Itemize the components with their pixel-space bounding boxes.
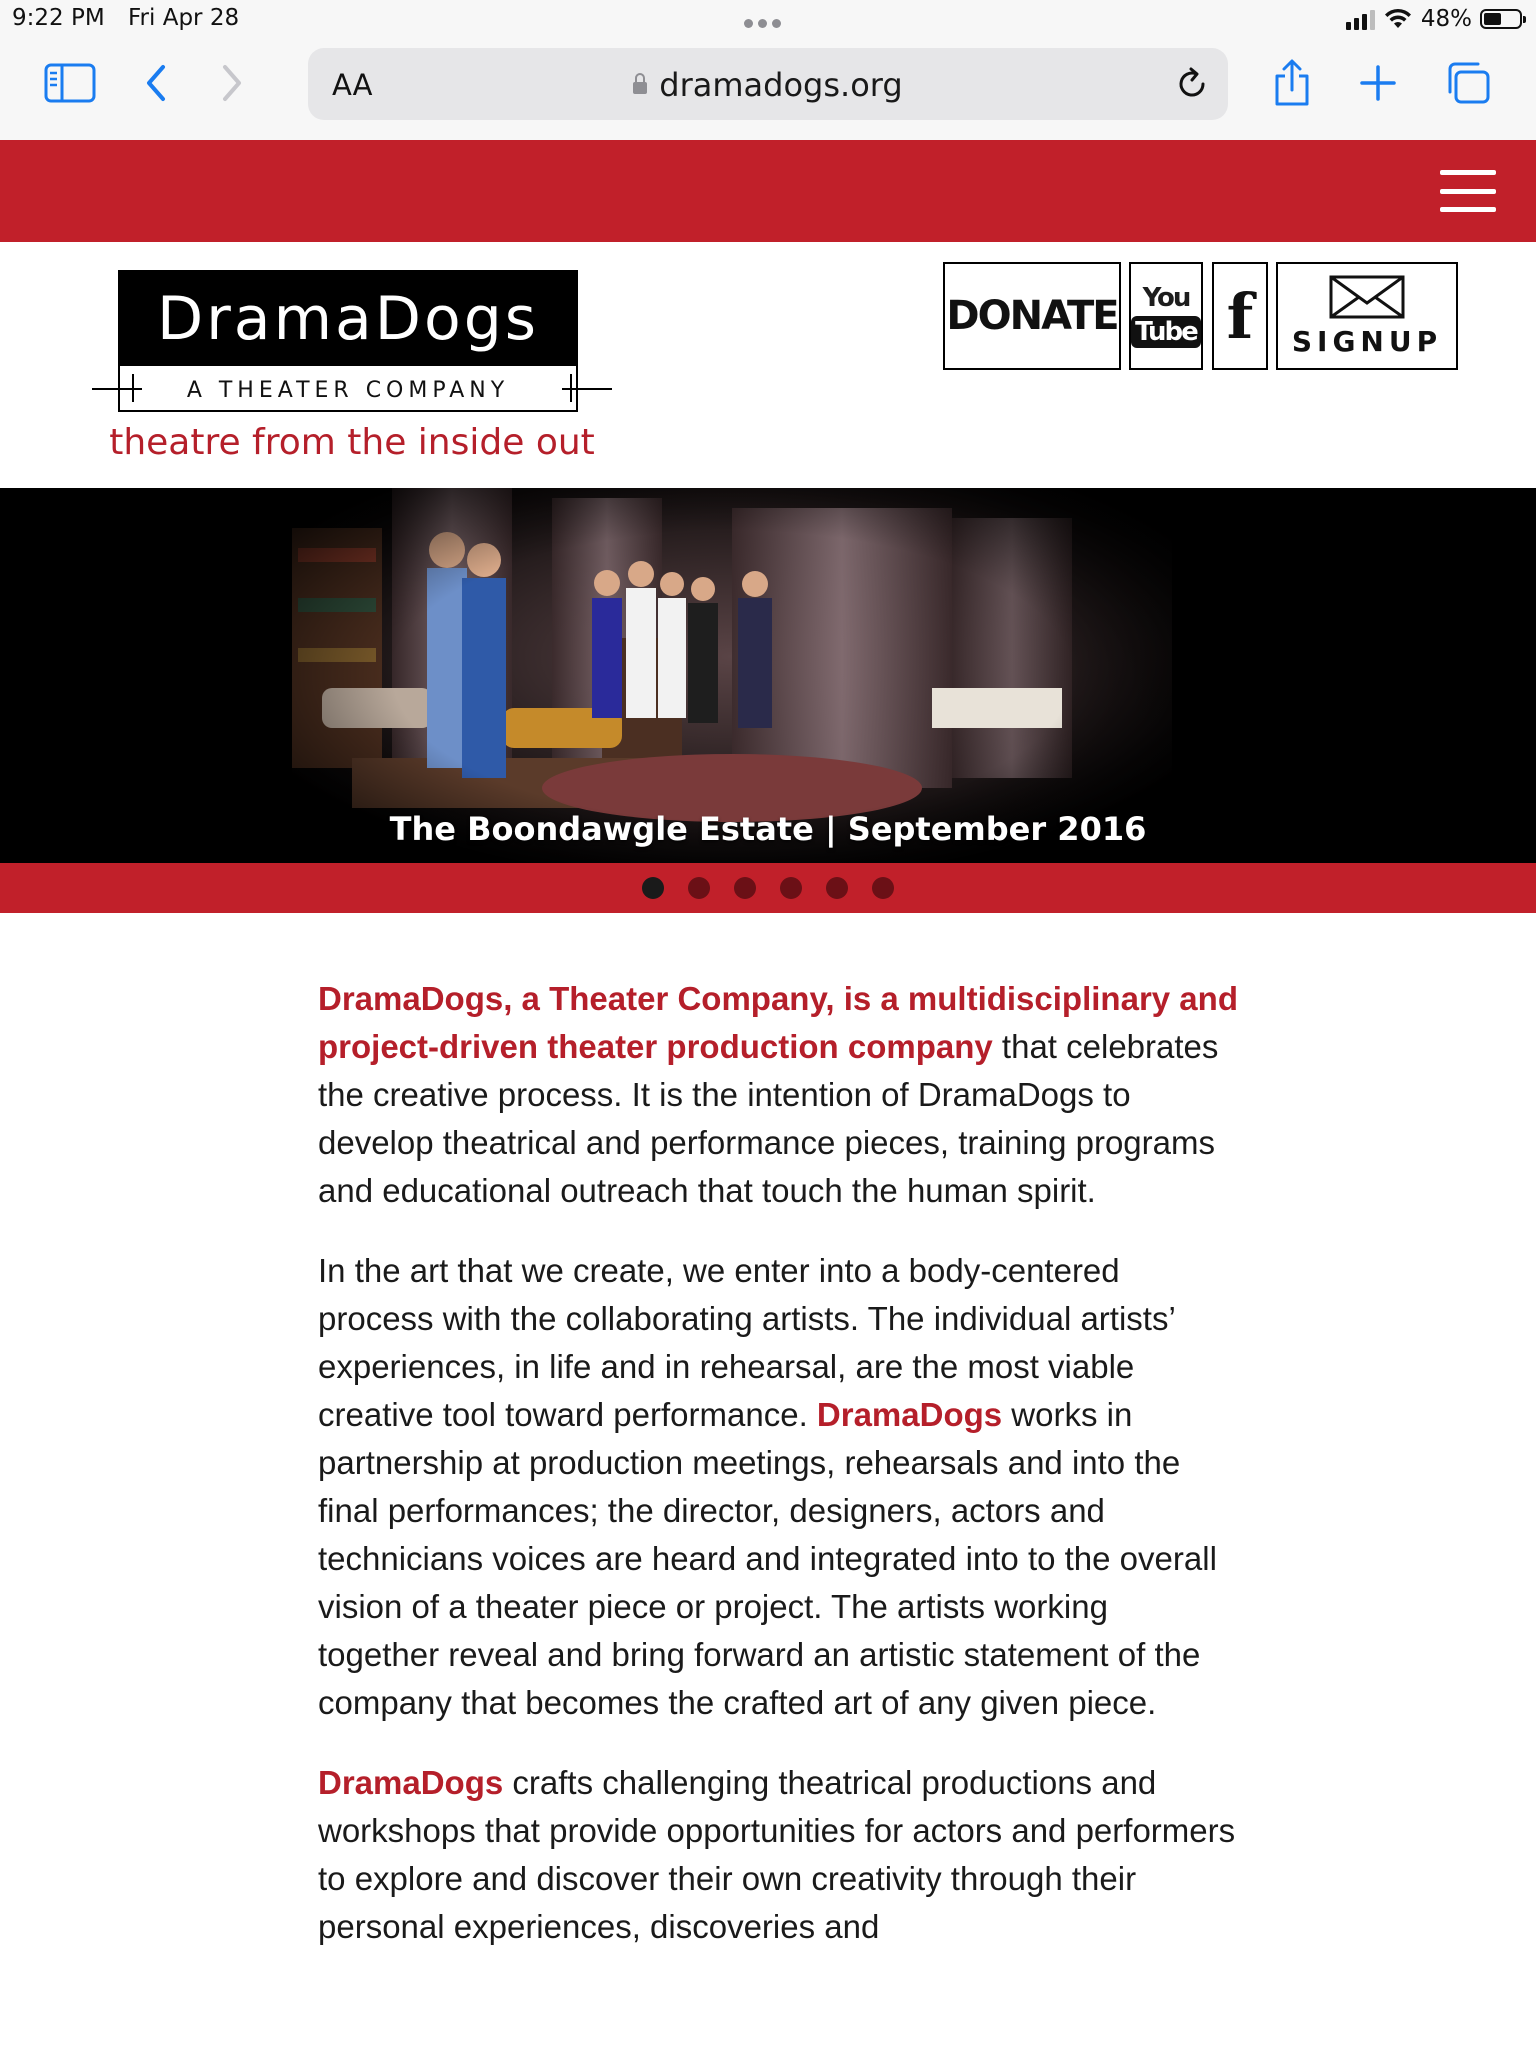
slider-dot-2[interactable] [688,877,710,899]
new-tab-icon[interactable] [1348,58,1408,108]
menu-icon[interactable] [1440,170,1496,212]
battery-icon [1480,9,1522,29]
intro-highlight-2: DramaDogs [816,1396,1003,1433]
youtube-icon [1131,284,1201,348]
battery-percentage: 48% [1420,6,1472,32]
url-text: dramadogs.org [659,66,903,104]
sidebar-toggle-icon[interactable] [40,58,100,108]
production-photo [292,488,1172,863]
facebook-icon: f [1226,279,1254,353]
tabs-overview-icon[interactable] [1438,58,1498,108]
slide-caption: The Boondawgle Estate | September 2016 [389,810,1147,848]
slider-dots [642,877,894,899]
intro-text-2a: In the art that we create, we enter into a body-centered process with the collaborating artists. The individual artists’ experiences, in life and in rehearsal, are the most viable creative tool toward performance. [318,1252,1175,1433]
intro-text-3: crafts challenging theatrical productions and workshops that provide opportunities for actors and performers to explore and discover their own creativity through their personal experiences, discoveries and [318,1764,1236,1945]
donate-button[interactable] [943,262,1121,370]
youtube-label-top: You [1142,283,1190,313]
slider-dot-6[interactable] [872,877,894,899]
intro-content [318,975,1238,1983]
slider-dot-5[interactable] [826,877,848,899]
youtube-label-bottom: Tube [1131,316,1201,348]
intro-text-1: that celebrates the creative process. It is the intention of DramaDogs to develop theatrical and performance pieces, training programs and educational outreach that touch the human spirit. [318,1028,1219,1209]
logo-subtitle: A THEATER COMPANY [186,378,510,403]
reload-icon[interactable] [1174,66,1210,106]
reader-options-button[interactable]: AA [332,68,373,102]
slider-dot-1[interactable] [642,877,664,899]
facebook-button[interactable] [1212,262,1268,370]
slider-pagination [0,863,1536,913]
signup-button[interactable] [1276,262,1458,370]
status-time: 9:22 PM [12,5,105,31]
intro-highlight-3: DramaDogs [318,1764,504,1801]
multitasking-dots-icon[interactable] [744,13,790,25]
hero-slider[interactable] [0,488,1536,863]
envelope-icon [1329,275,1405,319]
intro-paragraph-1 [318,975,1238,1215]
cellular-signal-icon [1346,8,1375,30]
donate-label: DONATE [946,293,1118,339]
url-display[interactable] [308,66,1228,104]
logo-title: DramaDogs [156,284,540,354]
status-bar [0,0,1536,40]
site-logo[interactable] [92,268,612,468]
back-button[interactable] [126,58,186,108]
site-nav-bar [0,140,1536,242]
logo-tagline: theatre from the inside out [109,422,595,463]
slider-dot-4[interactable] [780,877,802,899]
youtube-button[interactable] [1129,262,1203,370]
intro-highlight-1: DramaDogs, a Theater Company, is a multidisciplinary and project-driven theater production company [318,980,1238,1065]
lock-icon [633,82,647,94]
address-bar[interactable] [308,48,1228,120]
intro-paragraph-3 [318,1759,1238,1951]
status-date: Fri Apr 28 [128,5,240,31]
signup-label: SIGNUP [1291,324,1443,358]
logo-title-box [118,270,578,366]
intro-text-2b: works in partnership at production meetings, rehearsals and into the final performances; the director, designers, actors and technicians voices are heard and integrated into to the overall vision of a theater piece or project. The artists working together reveal and bring forward an artistic statement of the company that becomes the crafted art of any given piece. [318,1396,1217,1721]
slider-dot-3[interactable] [734,877,756,899]
wifi-icon [1383,8,1413,30]
browser-toolbar [0,40,1536,141]
intro-paragraph-2 [318,1247,1238,1727]
status-indicators [1346,6,1522,32]
forward-button[interactable] [202,58,262,108]
share-icon[interactable] [1262,58,1322,108]
